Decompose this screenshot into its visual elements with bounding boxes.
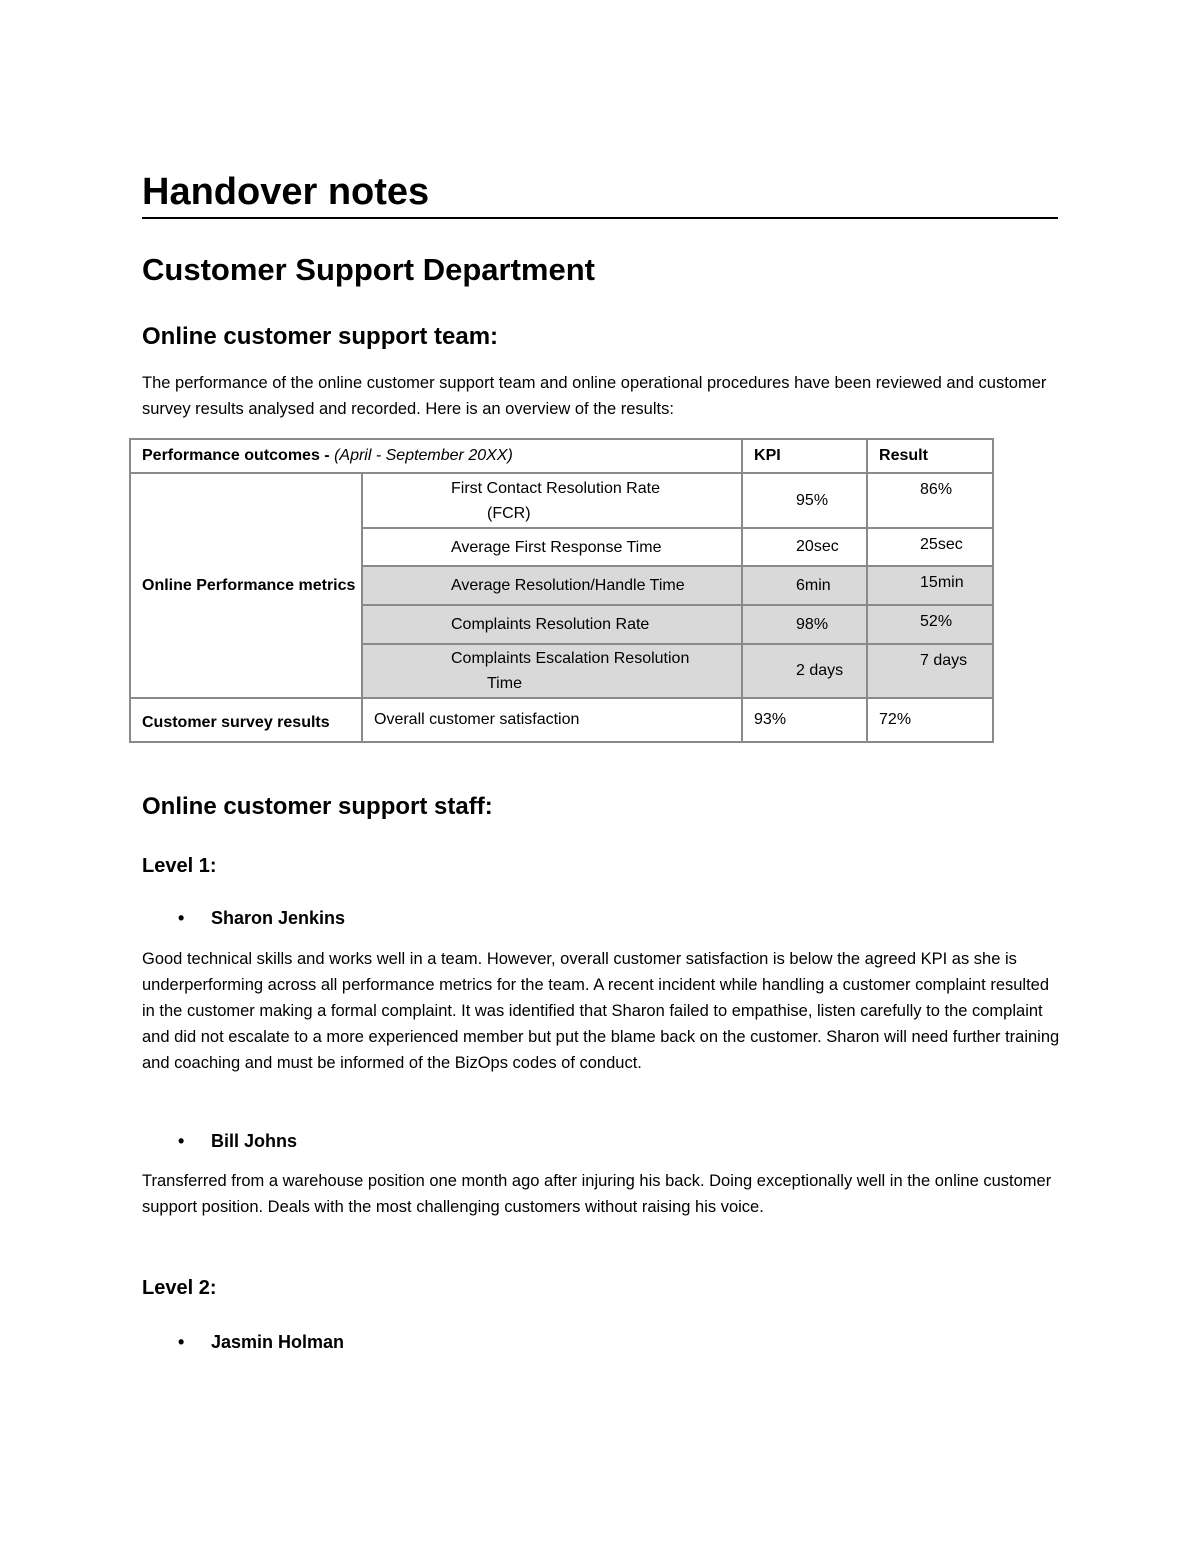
metric-name-cont: (FCR) (487, 504, 531, 522)
level-2-heading (142, 1274, 217, 1302)
kpi-cell: 2 days (742, 644, 867, 698)
level-number: 1: (193, 855, 217, 877)
result-cell: 25sec (867, 528, 993, 566)
staff-bullet (178, 1329, 344, 1355)
survey-metric: Overall customer satisfaction (362, 698, 742, 742)
level-label: Level (142, 1277, 194, 1299)
result-cell: 52% (867, 605, 993, 644)
online-performance-group: Online Performance metrics (130, 473, 362, 698)
result-cell: 15min (867, 566, 993, 605)
bullet-icon: • (178, 1131, 185, 1151)
metric-cell (362, 644, 742, 698)
kpi-header: KPI (742, 439, 867, 473)
metric-cell (362, 473, 742, 528)
title-underline (142, 217, 1058, 219)
intro-paragraph: The performance of the online customer support team and online operational procedures have been reviewed and customer survey results analysed and recorded. Here is an overview of the results: (142, 374, 1047, 418)
kpi-cell: 6min (742, 566, 867, 605)
result-cell: 86% (867, 473, 993, 528)
kpi-cell: 95% (742, 473, 867, 528)
bullet-icon: • (178, 1332, 185, 1352)
staff-name: Bill Johns (211, 1131, 298, 1151)
level-label: Level (142, 855, 194, 877)
survey-row (130, 698, 993, 742)
period-label: (April - September 20XX) (334, 447, 513, 464)
metric-name: First Contact Resolution Rate (451, 479, 660, 497)
metric-cell: Average First Response Time (362, 528, 742, 566)
staff-name: Jasmin Holman (211, 1332, 345, 1352)
level-number: 2: (193, 1277, 217, 1299)
team-heading: Online customer support team: (142, 323, 499, 350)
metric-cell: Average Resolution/Handle Time (362, 566, 742, 605)
staff-heading: Online customer support staff: (142, 793, 493, 820)
staff-name: Sharon Jenkins (211, 908, 346, 928)
metric-name-cont: Time (487, 675, 522, 692)
result-header: Result (867, 439, 993, 473)
performance-table (129, 438, 994, 743)
survey-kpi: 93% (742, 698, 867, 742)
metric-cell: Complaints Resolution Rate (362, 605, 742, 644)
level-1-heading (142, 852, 217, 880)
department-heading: Customer Support Department (142, 252, 595, 287)
outcomes-label: Performance outcomes - (142, 447, 335, 464)
survey-result: 72% (867, 698, 993, 742)
kpi-cell: 98% (742, 605, 867, 644)
metric-name: Complaints Escalation Resolution (451, 650, 690, 667)
staff-notes: Good technical skills and works well in a team. However, overall customer satisfaction is below the agreed KPI as she is underperforming across all performance metrics for the team. A recent incident while handling a customer complaint resulted in the customer making a formal complaint. It was identified that Sharon failed to empathise, listen carefully to the complaint and did not escalate to a more experienced member but put the blame back on the customer. Sharon will need further training and coaching and must be informed of the BizOps codes of conduct. (142, 950, 1060, 1072)
kpi-cell: 20sec (742, 528, 867, 566)
staff-notes: Transferred from a warehouse position one month ago after injuring his back. Doing exceptionally well in the online customer support position. Deals with the most challenging customers without raising his voice. (142, 1172, 1052, 1216)
table-row (130, 473, 993, 528)
staff-bullet (178, 1128, 297, 1154)
result-cell: 7 days (867, 644, 993, 698)
document-title: Handover notes (142, 171, 430, 213)
table-header-row (130, 439, 993, 473)
outcomes-header (130, 439, 742, 473)
survey-group: Customer survey results (130, 698, 362, 742)
bullet-icon: • (178, 908, 185, 928)
staff-bullet (178, 905, 345, 931)
